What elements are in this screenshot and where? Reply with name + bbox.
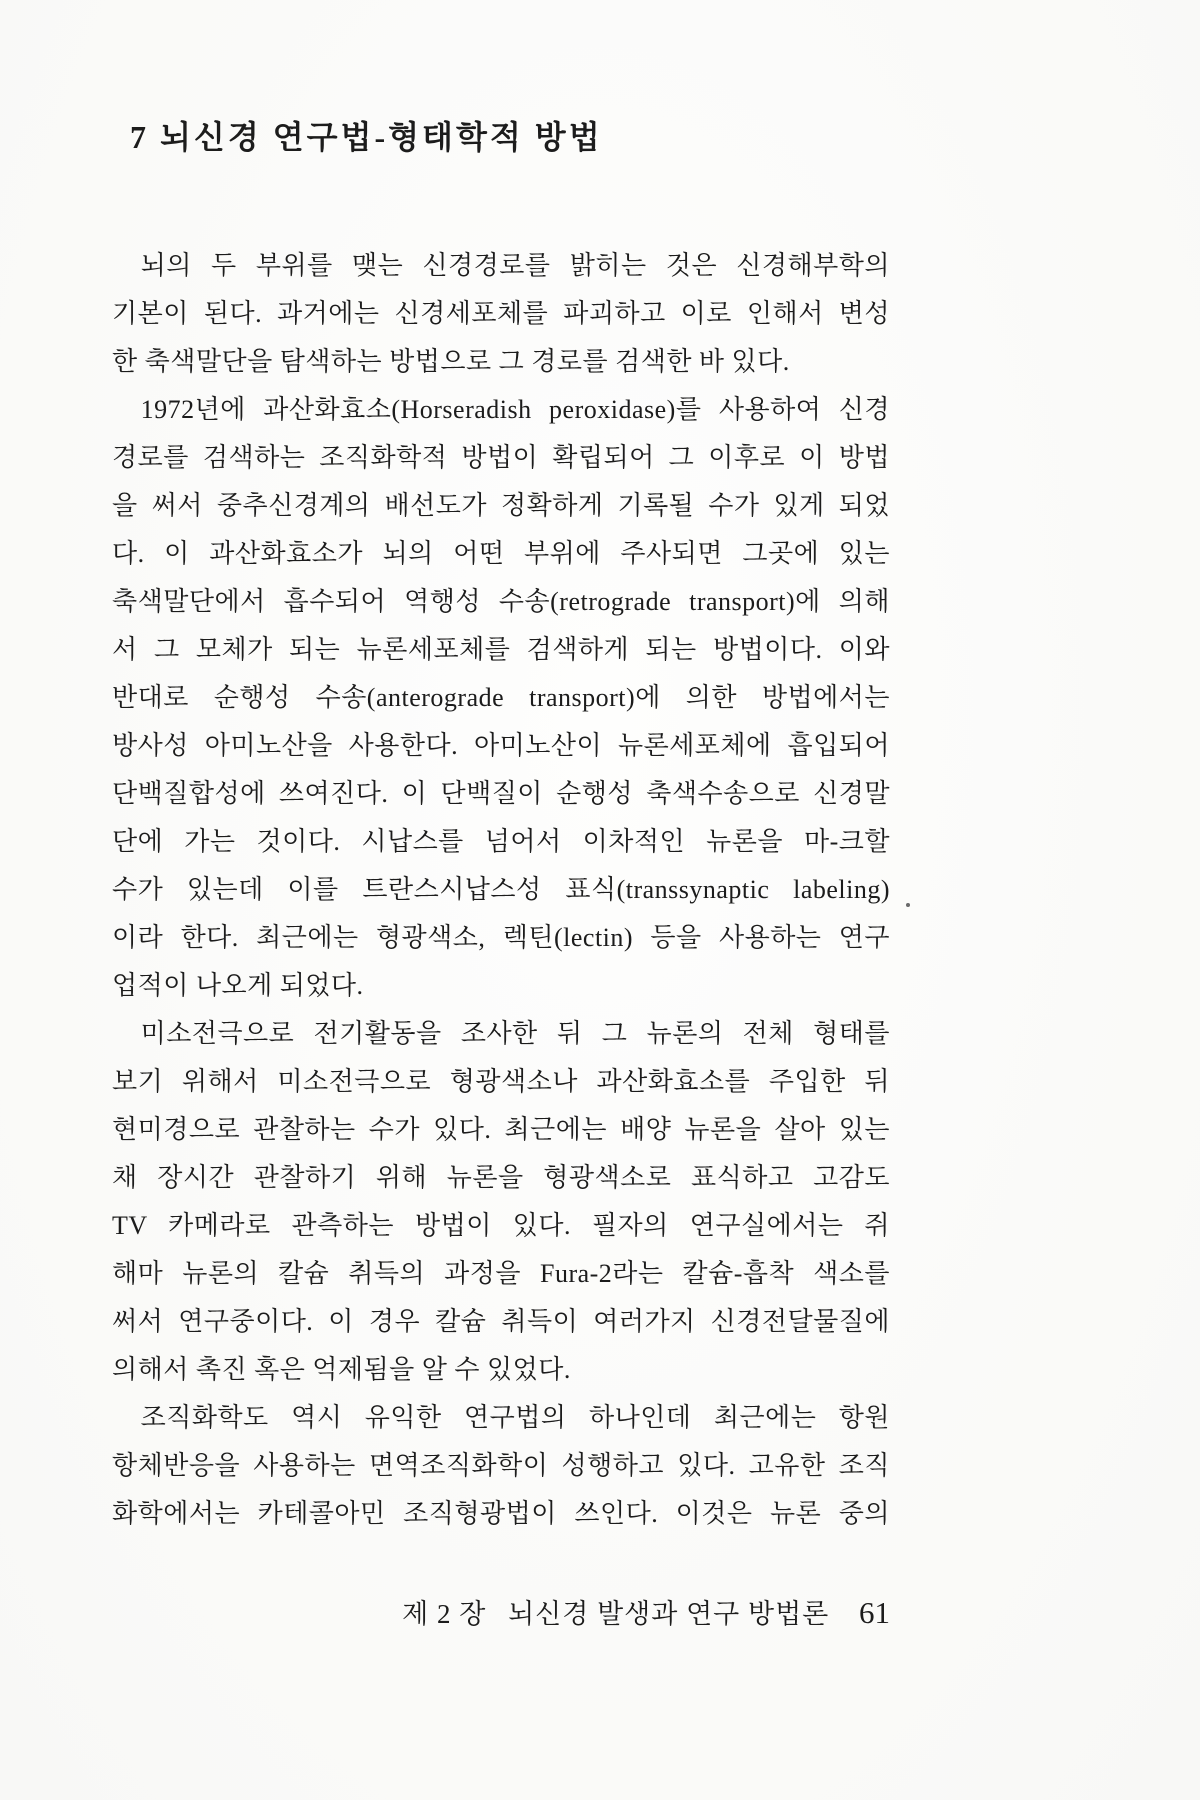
text-line: TV 카메라로 관측하는 방법이 있다. 필자의 연구실에서는 쥐 (112, 1211, 890, 1240)
text-line: 채 장시간 관찰하기 위해 뉴론을 형광색소로 표식하고 고감도 (112, 1163, 890, 1192)
text-line: 조직화학도 역시 유익한 연구법의 하나인데 최근에는 항원 (140, 1403, 890, 1432)
text-line: 보기 위해서 미소전극으로 형광색소나 과산화효소를 주입한 뒤 (112, 1067, 890, 1096)
footer-page-number: 61 (859, 1595, 890, 1630)
text-line: 현미경으로 관찰하는 수가 있다. 최근에는 배양 뉴론을 살아 있는 (112, 1115, 890, 1144)
text-line: 을 써서 중추신경계의 배선도가 정확하게 기록될 수가 있게 되었 (112, 491, 890, 520)
text-line: 미소전극으로 전기활동을 조사한 뒤 그 뉴론의 전체 형태를 (140, 1019, 890, 1048)
text-line: 반대로 순행성 수송(anterograde transport)에 의한 방법에서는 (112, 683, 890, 712)
text-line: 의해서 촉진 혹은 억제됨을 알 수 있었다. (112, 1355, 571, 1384)
text-line: 화학에서는 카테콜아민 조직형광법이 쓰인다. 이것은 뉴론 중의 (112, 1499, 890, 1528)
section-heading: 7 뇌신경 연구법-형태학적 방법 (130, 119, 603, 155)
text-line: 기본이 된다. 과거에는 신경세포체를 파괴하고 이로 인해서 변성 (112, 299, 890, 328)
text-line: 방사성 아미노산을 사용한다. 아미노산이 뉴론세포체에 흡입되어 (112, 731, 890, 760)
footer-chapter-number: 제 2 장 (402, 1599, 487, 1629)
text-line: 경로를 검색하는 조직화학적 방법이 확립되어 그 이후로 이 방법 (112, 443, 890, 472)
text-line: 수가 있는데 이를 트란스시납스성 표식(transsynaptic labeling) (112, 875, 890, 904)
text-line: 해마 뉴론의 칼슘 취득의 과정을 Fura-2라는 칼슘-흡착 색소를 (112, 1259, 890, 1288)
text-line: 업적이 나오게 되었다. (112, 971, 364, 1000)
text-line: 항체반응을 사용하는 면역조직화학이 성행하고 있다. 고유한 조직 (112, 1451, 890, 1480)
text-line: 서 그 모체가 되는 뉴론세포체를 검색하게 되는 방법이다. 이와 (112, 635, 890, 664)
body-text-block (112, 242, 890, 1538)
running-footer (112, 1592, 890, 1631)
text-line: 뇌의 두 부위를 맺는 신경경로를 밝히는 것은 신경해부학의 (140, 251, 890, 280)
text-line: 단에 가는 것이다. 시납스를 넘어서 이차적인 뉴론을 마-크할 (112, 827, 890, 856)
text-line: 써서 연구중이다. 이 경우 칼슘 취득이 여러가지 신경전달물질에 (112, 1307, 890, 1336)
text-line: 1972년에 과산화효소(Horseradish peroxidase)를 사용하여 신경 (140, 395, 890, 424)
scan-artifact-dot (906, 903, 910, 907)
text-line: 축색말단에서 흡수되어 역행성 수송(retrograde transport)에 의해 (112, 587, 890, 616)
footer-chapter-title: 뇌신경 발생과 연구 방법론 (508, 1599, 830, 1629)
text-line: 단백질합성에 쓰여진다. 이 단백질이 순행성 축색수송으로 신경말 (112, 779, 890, 808)
text-line: 이라 한다. 최근에는 형광색소, 렉틴(lectin) 등을 사용하는 연구 (112, 923, 890, 952)
text-line: 한 축색말단을 탐색하는 방법으로 그 경로를 검색한 바 있다. (112, 347, 790, 376)
text-line: 다. 이 과산화효소가 뇌의 어떤 부위에 주사되면 그곳에 있는 (112, 539, 890, 568)
